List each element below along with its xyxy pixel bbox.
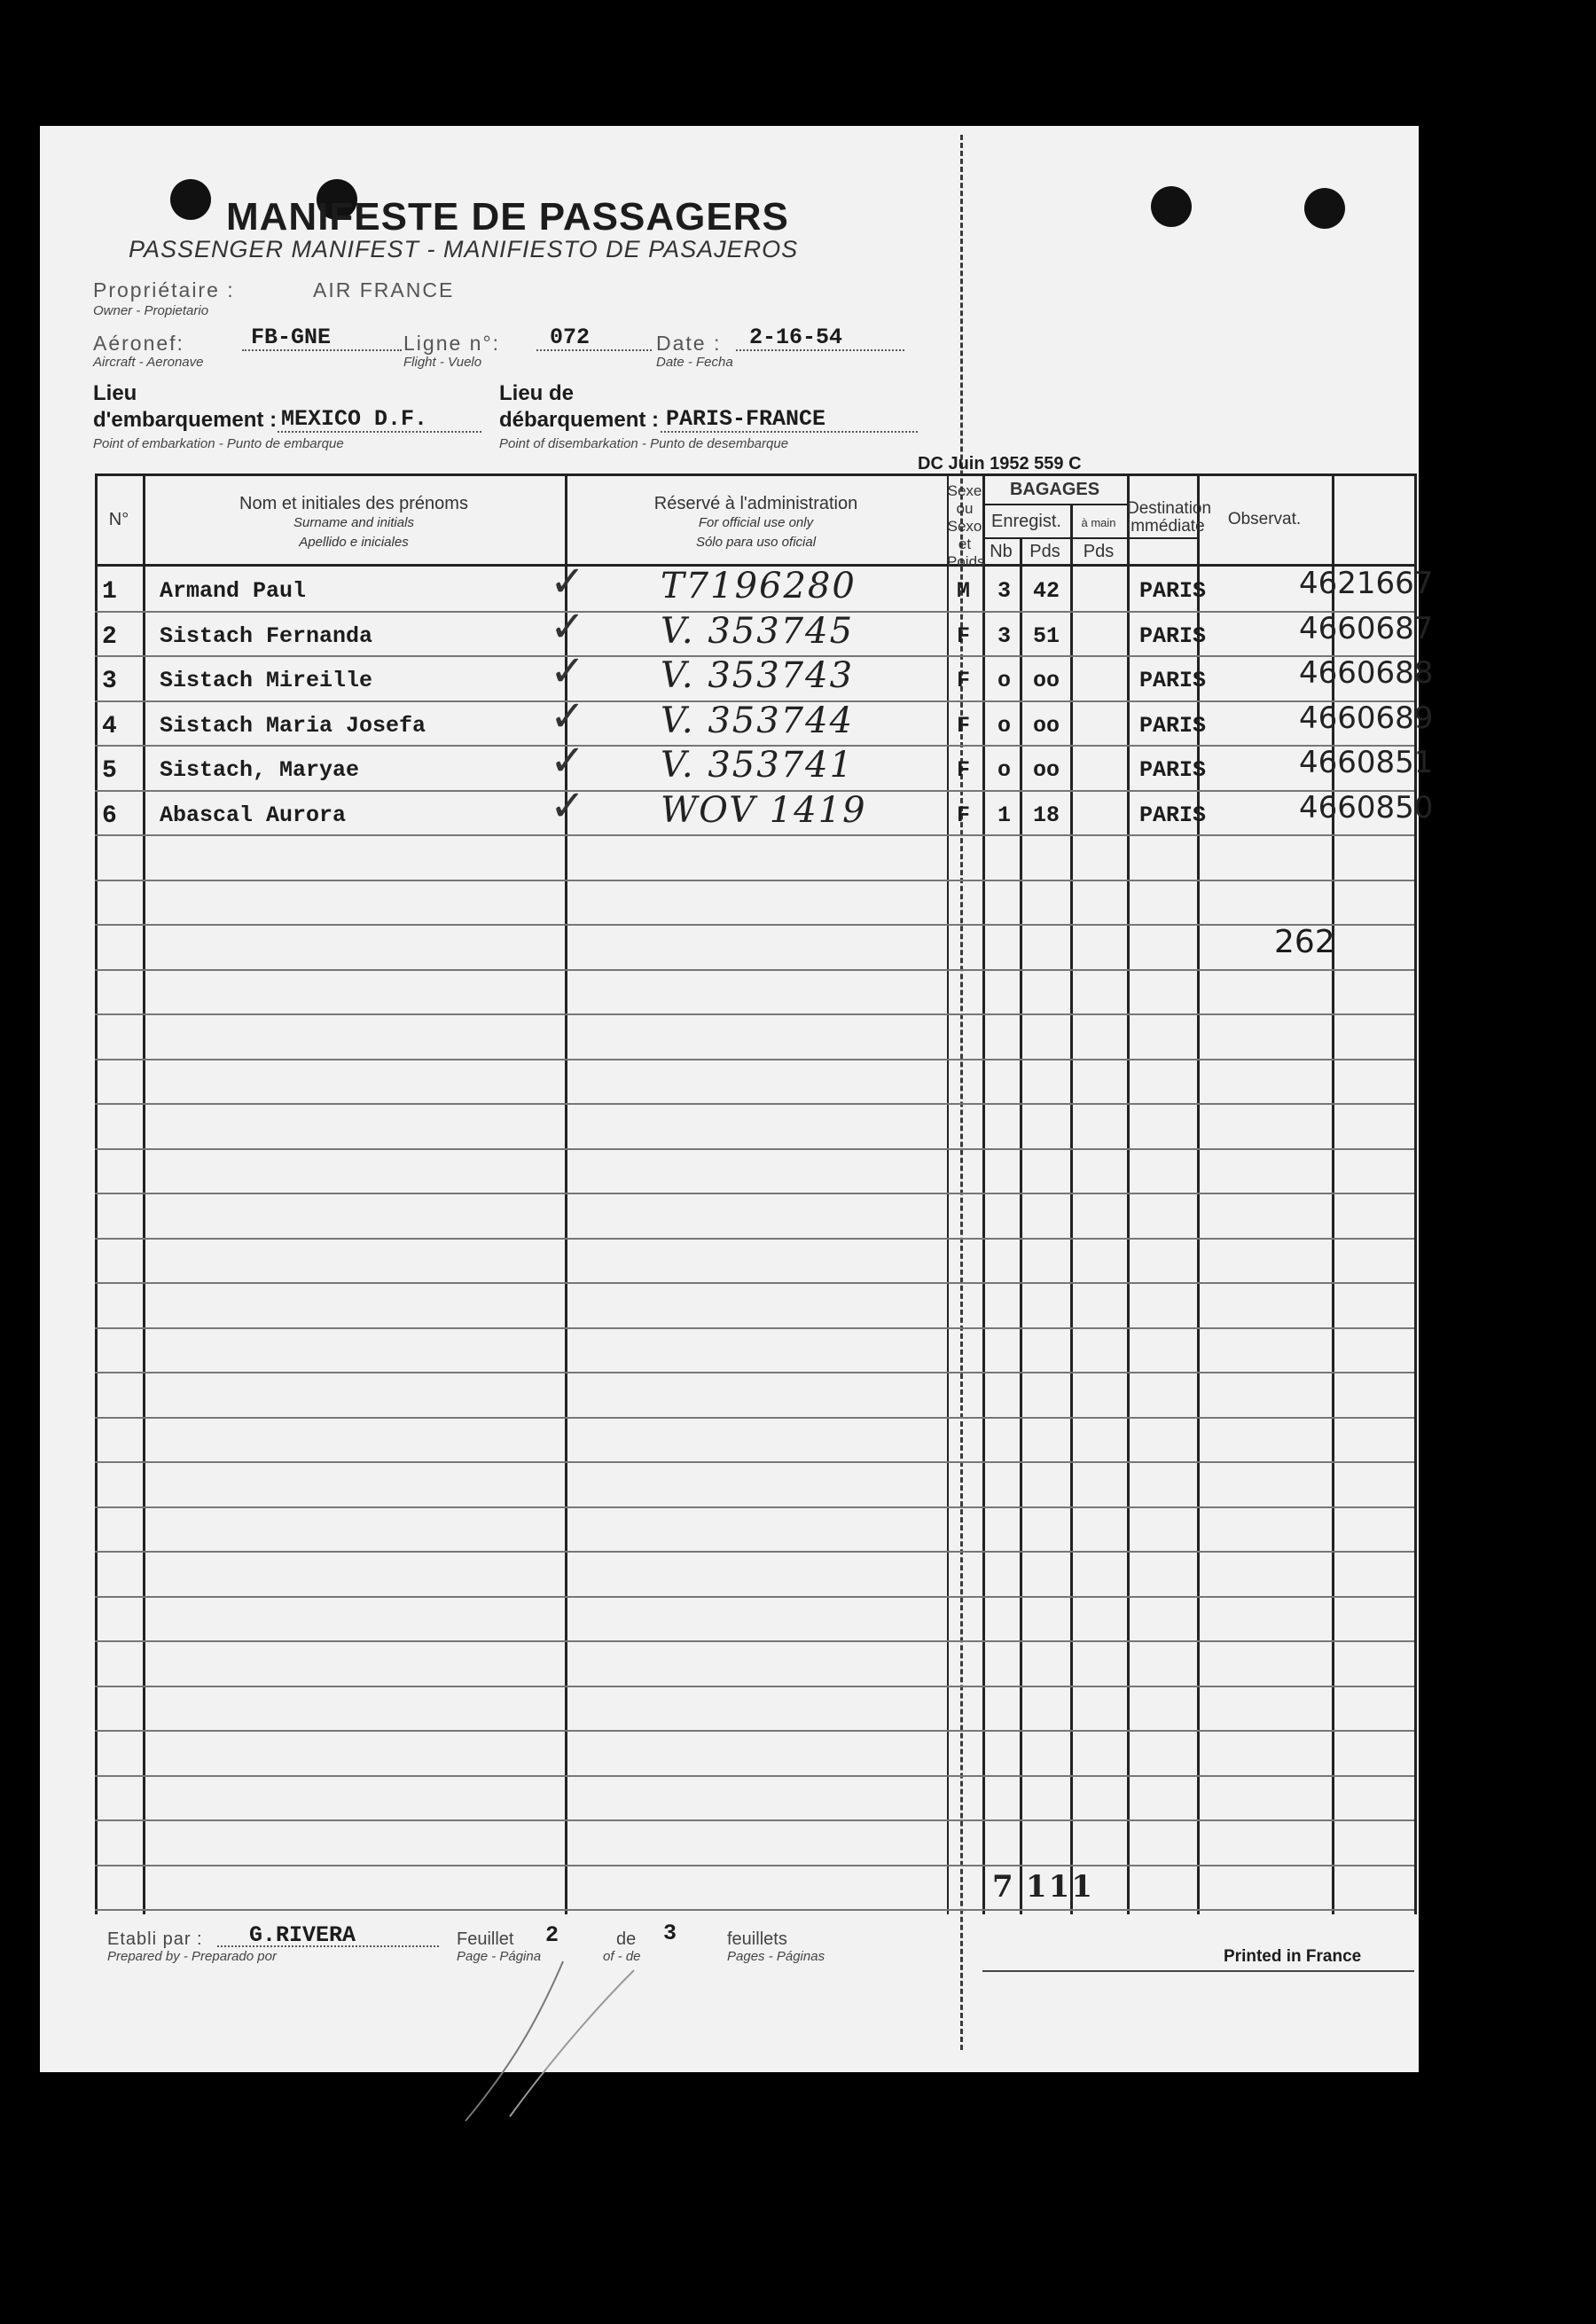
header-admin (565, 495, 947, 552)
row-line (95, 1103, 1414, 1105)
destination: PARIS (1139, 802, 1207, 828)
baggage-nb: 3 (998, 578, 1012, 604)
owner-value: AIR FRANCE (313, 278, 455, 301)
disembark-underline (661, 431, 918, 433)
aircraft-label: Aéronef: (93, 332, 184, 355)
form-code: DC Juin 1952 559 C (918, 454, 1082, 473)
passenger-sex: F (957, 712, 971, 739)
baggage-nb: 3 (998, 622, 1012, 649)
header-sex-3: Sexo et (947, 518, 982, 552)
aircraft-underline (242, 349, 402, 351)
row-line (95, 1775, 1414, 1777)
header-name-en: Surname and initials (293, 515, 414, 530)
header-observations: Observat. (1227, 510, 1302, 528)
header-sex-4: Poids (947, 553, 985, 570)
header-destination (1127, 499, 1212, 536)
passenger-no: 6 (102, 802, 117, 830)
header-baggage: BAGAGES (1009, 480, 1100, 499)
header-nb: Nb (990, 542, 1013, 561)
row-line (95, 924, 1414, 926)
destination: PARIS (1139, 622, 1207, 649)
header-name (143, 495, 565, 552)
passenger-sex: F (957, 668, 971, 693)
passenger-admin-ref: WOV 1419 (661, 789, 867, 831)
baggage-nb: o (998, 757, 1012, 783)
checkmark-icon: ✓ (550, 736, 586, 786)
of-value: 3 (663, 1921, 677, 1946)
disembark-sub: Point of disembarkation - Punto de desembarque (499, 436, 789, 451)
flight-underline (536, 349, 652, 351)
baggage-nb: o (998, 712, 1012, 739)
total-nb: 7 (992, 1869, 1015, 1905)
form-subtitle: PASSENGER MANIFEST - MANIFIESTO DE PASAJEROS (129, 236, 799, 262)
row-line (95, 834, 1414, 836)
embark-sub: Point of embarkation - Punto de embarque (93, 436, 344, 451)
owner-sub: Owner - Propietario (93, 303, 209, 318)
row-line (95, 1909, 1414, 1911)
date-value: 2-16-54 (749, 325, 843, 350)
header-destination-1: Destination (1127, 499, 1212, 518)
table-top-border (95, 473, 1414, 476)
header-sex-1: Sexe (947, 482, 982, 499)
baggage-pds: 18 (1033, 802, 1060, 828)
passenger-no: 4 (102, 712, 117, 740)
of-sub: of - de (603, 1949, 641, 1964)
sheets-sub: Pages - Páginas (727, 1949, 825, 1964)
row-line (95, 1596, 1414, 1598)
punch-hole (1304, 188, 1345, 229)
embark-label-2: d'embarquement : (93, 408, 278, 432)
row-line (95, 1865, 1414, 1866)
header-destination-2: immédiate (1127, 517, 1205, 536)
sheet-sub: Page - Página (457, 1949, 542, 1964)
row-line (95, 880, 1414, 881)
checkmark-icon: ✓ (550, 780, 586, 831)
passenger-name: Abascal Aurora (160, 802, 347, 828)
row-line (95, 1238, 1414, 1240)
header-hand-pds: Pds (1083, 542, 1115, 561)
destination: PARIS (1139, 578, 1207, 604)
header-no: N° (108, 510, 129, 529)
footer-line (982, 1970, 1414, 1972)
destination: PARIS (1139, 668, 1207, 693)
passenger-admin-ref: V. 353745 (661, 610, 855, 652)
row-line (95, 1013, 1414, 1015)
passenger-admin-ref: V. 353741 (661, 745, 855, 786)
embark-value: MEXICO D.F. (281, 406, 428, 432)
passenger-sex: F (957, 802, 971, 828)
checkmark-icon: ✓ (550, 691, 586, 741)
header-admin-fr: Réservé à l'administration (653, 494, 858, 513)
checkmark-icon: ✓ (550, 601, 586, 652)
row-line (95, 1551, 1414, 1553)
prepared-value: G.RIVERA (249, 1922, 356, 1948)
observation-no: 4660688 (1299, 655, 1434, 691)
observation-no: 4660851 (1299, 745, 1434, 780)
disembark-value: PARIS-FRANCE (666, 406, 826, 432)
form-title: MANIFESTE DE PASSAGERS (226, 195, 789, 239)
sheet-label: Feuillet (457, 1929, 514, 1949)
disembark-label-1: Lieu de (499, 381, 575, 405)
date-sub: Date - Fecha (656, 355, 733, 370)
row-line (95, 1461, 1414, 1463)
row-line (95, 1417, 1414, 1419)
punch-hole (170, 179, 211, 220)
passenger-no: 3 (102, 668, 117, 695)
passenger-admin-ref: T7196280 (661, 566, 857, 606)
passenger-no: 1 (102, 578, 117, 606)
aircraft-sub: Aircraft - Aeronave (93, 355, 204, 370)
registered-header-line (982, 537, 1197, 539)
prepared-underline (217, 1945, 439, 1947)
passenger-admin-ref: V. 353744 (661, 700, 855, 741)
disembark-label-2: débarquement : (499, 408, 660, 432)
baggage-pds: oo (1033, 712, 1060, 739)
of-label: de (616, 1929, 637, 1949)
sheets-label: feuillets (727, 1929, 787, 1949)
embark-label-1: Lieu (93, 381, 137, 405)
row-line (95, 1686, 1414, 1687)
baggage-pds: 42 (1033, 578, 1060, 604)
observation-no: 4660689 (1299, 700, 1434, 736)
baggage-nb: 1 (998, 802, 1012, 828)
printed-in: Printed in France (1224, 1947, 1362, 1966)
header-sex (947, 482, 985, 571)
passenger-admin-ref: V. 353743 (661, 655, 855, 696)
row-line (95, 969, 1414, 971)
header-admin-en: For official use only (698, 515, 814, 530)
passenger-sex: F (957, 622, 971, 649)
passenger-sex: F (957, 757, 971, 783)
passenger-no: 5 (102, 757, 117, 785)
passenger-no: 2 (102, 622, 117, 651)
embark-underline (278, 431, 481, 433)
header-hand: à main (1081, 516, 1116, 529)
prepared-label: Etabli par : (107, 1929, 203, 1949)
destination: PARIS (1139, 712, 1207, 739)
flight-value: 072 (550, 325, 591, 350)
row-line (95, 1282, 1414, 1284)
passenger-name: Sistach, Maryae (160, 757, 360, 783)
passenger-name: Armand Paul (160, 578, 307, 604)
row-line (95, 1059, 1414, 1060)
pencil-mark (457, 1952, 687, 2130)
total-pds: 111 (1026, 1869, 1094, 1905)
header-admin-es: Sólo para uso oficial (695, 535, 817, 550)
checkmark-icon: ✓ (550, 557, 586, 606)
header-pds: Pds (1029, 542, 1060, 561)
row-line (95, 1327, 1414, 1329)
flight-label: Ligne n°: (403, 332, 501, 355)
date-underline (736, 349, 904, 351)
row-line (95, 1506, 1414, 1508)
destination: PARIS (1139, 757, 1207, 783)
passenger-sex: M (957, 578, 971, 604)
row-line (95, 1148, 1414, 1150)
header-name-fr: Nom et initiales des prénoms (239, 494, 468, 513)
baggage-nb: o (998, 668, 1012, 693)
punch-hole (1151, 186, 1192, 227)
date-label: Date : (656, 332, 722, 355)
aircraft-value: FB-GNE (251, 325, 332, 350)
row-line (95, 1819, 1414, 1821)
baggage-header-line (982, 504, 1127, 505)
observation-no: 4660850 (1299, 789, 1434, 826)
row-line (95, 1730, 1414, 1732)
baggage-pds: 51 (1033, 622, 1060, 649)
header-sex-2: ou (956, 500, 974, 517)
observation-no: 4660687 (1299, 610, 1434, 646)
row-line (95, 1372, 1414, 1373)
passenger-name: Sistach Maria Josefa (160, 712, 426, 739)
header-name-es: Apellido e iniciales (299, 535, 409, 550)
handwritten-count: 262 (1274, 924, 1335, 960)
header-registered: Enregist. (991, 512, 1061, 531)
passenger-name: Sistach Fernanda (160, 622, 373, 649)
manifest-page (40, 126, 1434, 2072)
baggage-pds: oo (1033, 668, 1060, 693)
col-pds-divider (1070, 504, 1073, 1914)
passenger-name: Sistach Mireille (160, 668, 373, 693)
row-line (95, 1640, 1414, 1642)
owner-label: Propriétaire : (93, 278, 235, 301)
baggage-pds: oo (1033, 757, 1060, 783)
observation-no: 4621667 (1299, 566, 1434, 601)
flight-sub: Flight - Vuelo (403, 355, 482, 370)
col-nb-divider (1020, 537, 1022, 1914)
sheet-value: 2 (545, 1922, 559, 1948)
fold-line (960, 135, 963, 2050)
checkmark-icon: ✓ (550, 646, 586, 696)
row-line (95, 1193, 1414, 1194)
prepared-sub: Prepared by - Preparado por (107, 1949, 277, 1964)
